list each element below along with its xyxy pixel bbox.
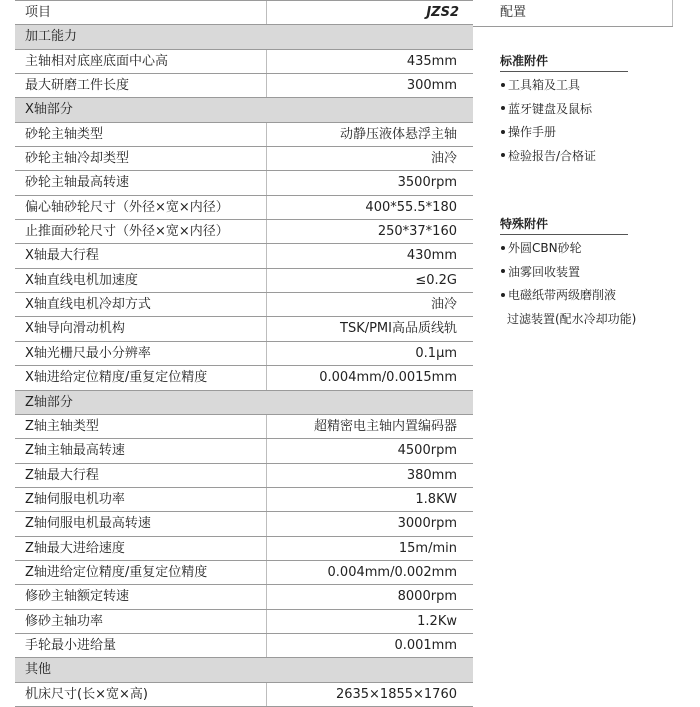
row-value: 3000rpm (397, 516, 457, 532)
row-label: 最大研磨工件长度 (25, 78, 130, 94)
section-row (15, 98, 473, 122)
row-value: 油冷 (430, 297, 457, 313)
row-label: Z轴进给定位精度/重复定位精度 (25, 564, 208, 580)
row-label: 砂轮主轴类型 (25, 126, 104, 142)
row-label: Z轴主轴类型 (25, 418, 99, 434)
row-label: 项目 (25, 5, 52, 20)
row-label: 修砂主轴额定转速 (25, 589, 130, 605)
column-divider (266, 244, 267, 267)
row-value: 4500rpm (397, 443, 457, 459)
column-divider (266, 220, 267, 243)
column-divider (266, 147, 267, 170)
row-label: X轴导向滑动机构 (25, 321, 125, 337)
row-label: Z轴最大进给速度 (25, 540, 125, 556)
column-divider (266, 464, 267, 487)
table-row (15, 196, 473, 220)
row-label: Z轴最大行程 (25, 467, 99, 483)
bullet-icon (501, 83, 505, 87)
accessory-item (500, 237, 636, 261)
table-row (15, 561, 473, 585)
row-value: 1.8KW (415, 491, 457, 507)
row-label: 砂轮主轴冷却类型 (25, 151, 130, 167)
table-row (15, 269, 473, 293)
bullet-icon (501, 130, 505, 134)
table-row (15, 123, 473, 147)
table-row (15, 244, 473, 268)
table-row (15, 488, 473, 512)
row-label: Z轴伺服电机最高转速 (25, 516, 151, 532)
table-row (15, 610, 473, 634)
row-value: TSK/PMI高品质线轨 (340, 321, 457, 337)
standard-accessories (500, 52, 628, 168)
row-value: 0.004mm/0.002mm (327, 564, 457, 580)
table-row (15, 147, 473, 171)
column-divider (266, 366, 267, 389)
row-value: ≤0.2G (415, 272, 457, 288)
row-value: 300mm (406, 78, 457, 94)
column-divider (266, 488, 267, 511)
row-value: 0.001mm (394, 637, 457, 653)
accessory-label: 操作手册 (508, 125, 557, 139)
accessory-label: 油雾回收装置 (508, 264, 581, 279)
accessory-label: 工具箱及工具 (508, 78, 581, 92)
table-row (15, 585, 473, 609)
table-row (15, 683, 473, 707)
column-divider (266, 439, 267, 462)
column-divider (266, 123, 267, 146)
row-value: 435mm (406, 53, 457, 69)
column-divider (266, 415, 267, 438)
row-value: 动静压液体悬浮主轴 (339, 126, 457, 142)
section-title: X轴部分 (25, 102, 73, 118)
section-title: Z轴部分 (25, 394, 73, 410)
row-label: 主轴相对底座底面中心高 (25, 53, 169, 69)
table-row (15, 293, 473, 317)
row-value: 0.004mm/0.0015mm (319, 370, 457, 386)
row-value: 2635×1855×1760 (335, 686, 457, 702)
row-label: 止推面砂轮尺寸（外径×宽×内径） (25, 224, 229, 240)
accessory-label: 蓝牙键盘及鼠标 (508, 101, 593, 116)
spec-table (15, 0, 473, 707)
table-row (15, 439, 473, 463)
special-accessories-rule (500, 234, 628, 235)
row-label: Z轴伺服电机功率 (25, 491, 125, 507)
table-row (15, 634, 473, 658)
column-divider (266, 610, 267, 633)
table-header-row (15, 1, 473, 25)
column-divider (266, 74, 267, 97)
row-value: 400*55.5*180 (365, 199, 457, 215)
standard-accessories-title: 标准附件 (500, 54, 549, 68)
column-divider (266, 1, 267, 24)
bullet-icon (501, 293, 505, 297)
row-value: 380mm (406, 467, 457, 483)
section-title: 其他 (25, 662, 52, 678)
column-divider (266, 537, 267, 560)
special-accessory-continuation: 过滤装置(配水冷却功能) (507, 311, 637, 326)
bullet-icon (501, 106, 505, 110)
accessory-item (500, 74, 628, 98)
standard-accessories-rule (500, 71, 628, 72)
row-label: X轴光栅尺最小分辨率 (25, 345, 151, 361)
row-label: X轴最大行程 (25, 248, 99, 264)
table-row (15, 342, 473, 366)
standard-accessories-list (500, 74, 628, 168)
table-row (15, 171, 473, 195)
row-value: 3500rpm (397, 175, 457, 191)
column-divider (266, 585, 267, 608)
row-value: 油冷 (430, 151, 457, 167)
row-value: 250*37*160 (377, 224, 457, 240)
accessory-item (500, 121, 628, 145)
row-label: 机床尺寸(长×宽×高) (25, 686, 148, 702)
special-accessories (500, 215, 636, 331)
section-row (15, 25, 473, 49)
column-divider (266, 561, 267, 584)
row-label: X轴直线电机冷却方式 (25, 297, 151, 313)
column-divider (266, 171, 267, 194)
accessory-label: 电磁纸带两级磨削液 (508, 288, 617, 302)
bullet-icon (501, 246, 505, 250)
table-row (15, 366, 473, 390)
config-header: 配置 (500, 5, 527, 20)
accessory-item (500, 145, 628, 169)
accessory-label: 外圆CBN砂轮 (508, 241, 582, 255)
row-value: 8000rpm (397, 589, 457, 605)
column-divider (266, 293, 267, 316)
bullet-icon (501, 153, 505, 157)
column-divider (266, 50, 267, 73)
accessory-label: 检验报告/合格证 (508, 148, 597, 163)
table-row (15, 415, 473, 439)
bullet-icon (501, 269, 505, 273)
row-value: 430mm (406, 248, 457, 264)
section-row (15, 658, 473, 682)
table-row (15, 464, 473, 488)
row-value: 0.1μm (415, 345, 457, 361)
config-header-rule (473, 26, 673, 27)
row-label: 手轮最小进给量 (25, 637, 117, 653)
config-header-divider (672, 0, 673, 26)
model-name: JZS2 (426, 5, 459, 20)
row-label: X轴直线电机加速度 (25, 272, 138, 288)
column-divider (266, 683, 267, 706)
section-row (15, 391, 473, 415)
column-divider (266, 342, 267, 365)
accessory-item (500, 284, 636, 308)
row-label: 砂轮主轴最高转速 (25, 175, 130, 191)
special-accessories-title: 特殊附件 (500, 217, 549, 231)
row-value: 超精密电主轴内置编码器 (313, 418, 457, 434)
table-row (15, 537, 473, 561)
column-divider (266, 634, 267, 657)
accessory-item (500, 261, 636, 285)
table-row (15, 317, 473, 341)
table-row (15, 50, 473, 74)
table-row (15, 220, 473, 244)
special-accessories-list (500, 237, 636, 308)
row-value: 15m/min (398, 540, 457, 556)
row-label: 修砂主轴功率 (25, 613, 104, 629)
column-divider (266, 317, 267, 340)
table-row (15, 74, 473, 98)
section-title: 加工能力 (25, 29, 78, 45)
table-row (15, 512, 473, 536)
accessory-item (500, 98, 628, 122)
row-label: Z轴主轴最高转速 (25, 443, 125, 459)
column-divider (266, 269, 267, 292)
row-label: 偏心轴砂轮尺寸（外径×宽×内径） (25, 199, 229, 215)
row-value: 1.2Kw (417, 613, 457, 629)
column-divider (266, 512, 267, 535)
column-divider (266, 196, 267, 219)
row-label: X轴进给定位精度/重复定位精度 (25, 370, 208, 386)
